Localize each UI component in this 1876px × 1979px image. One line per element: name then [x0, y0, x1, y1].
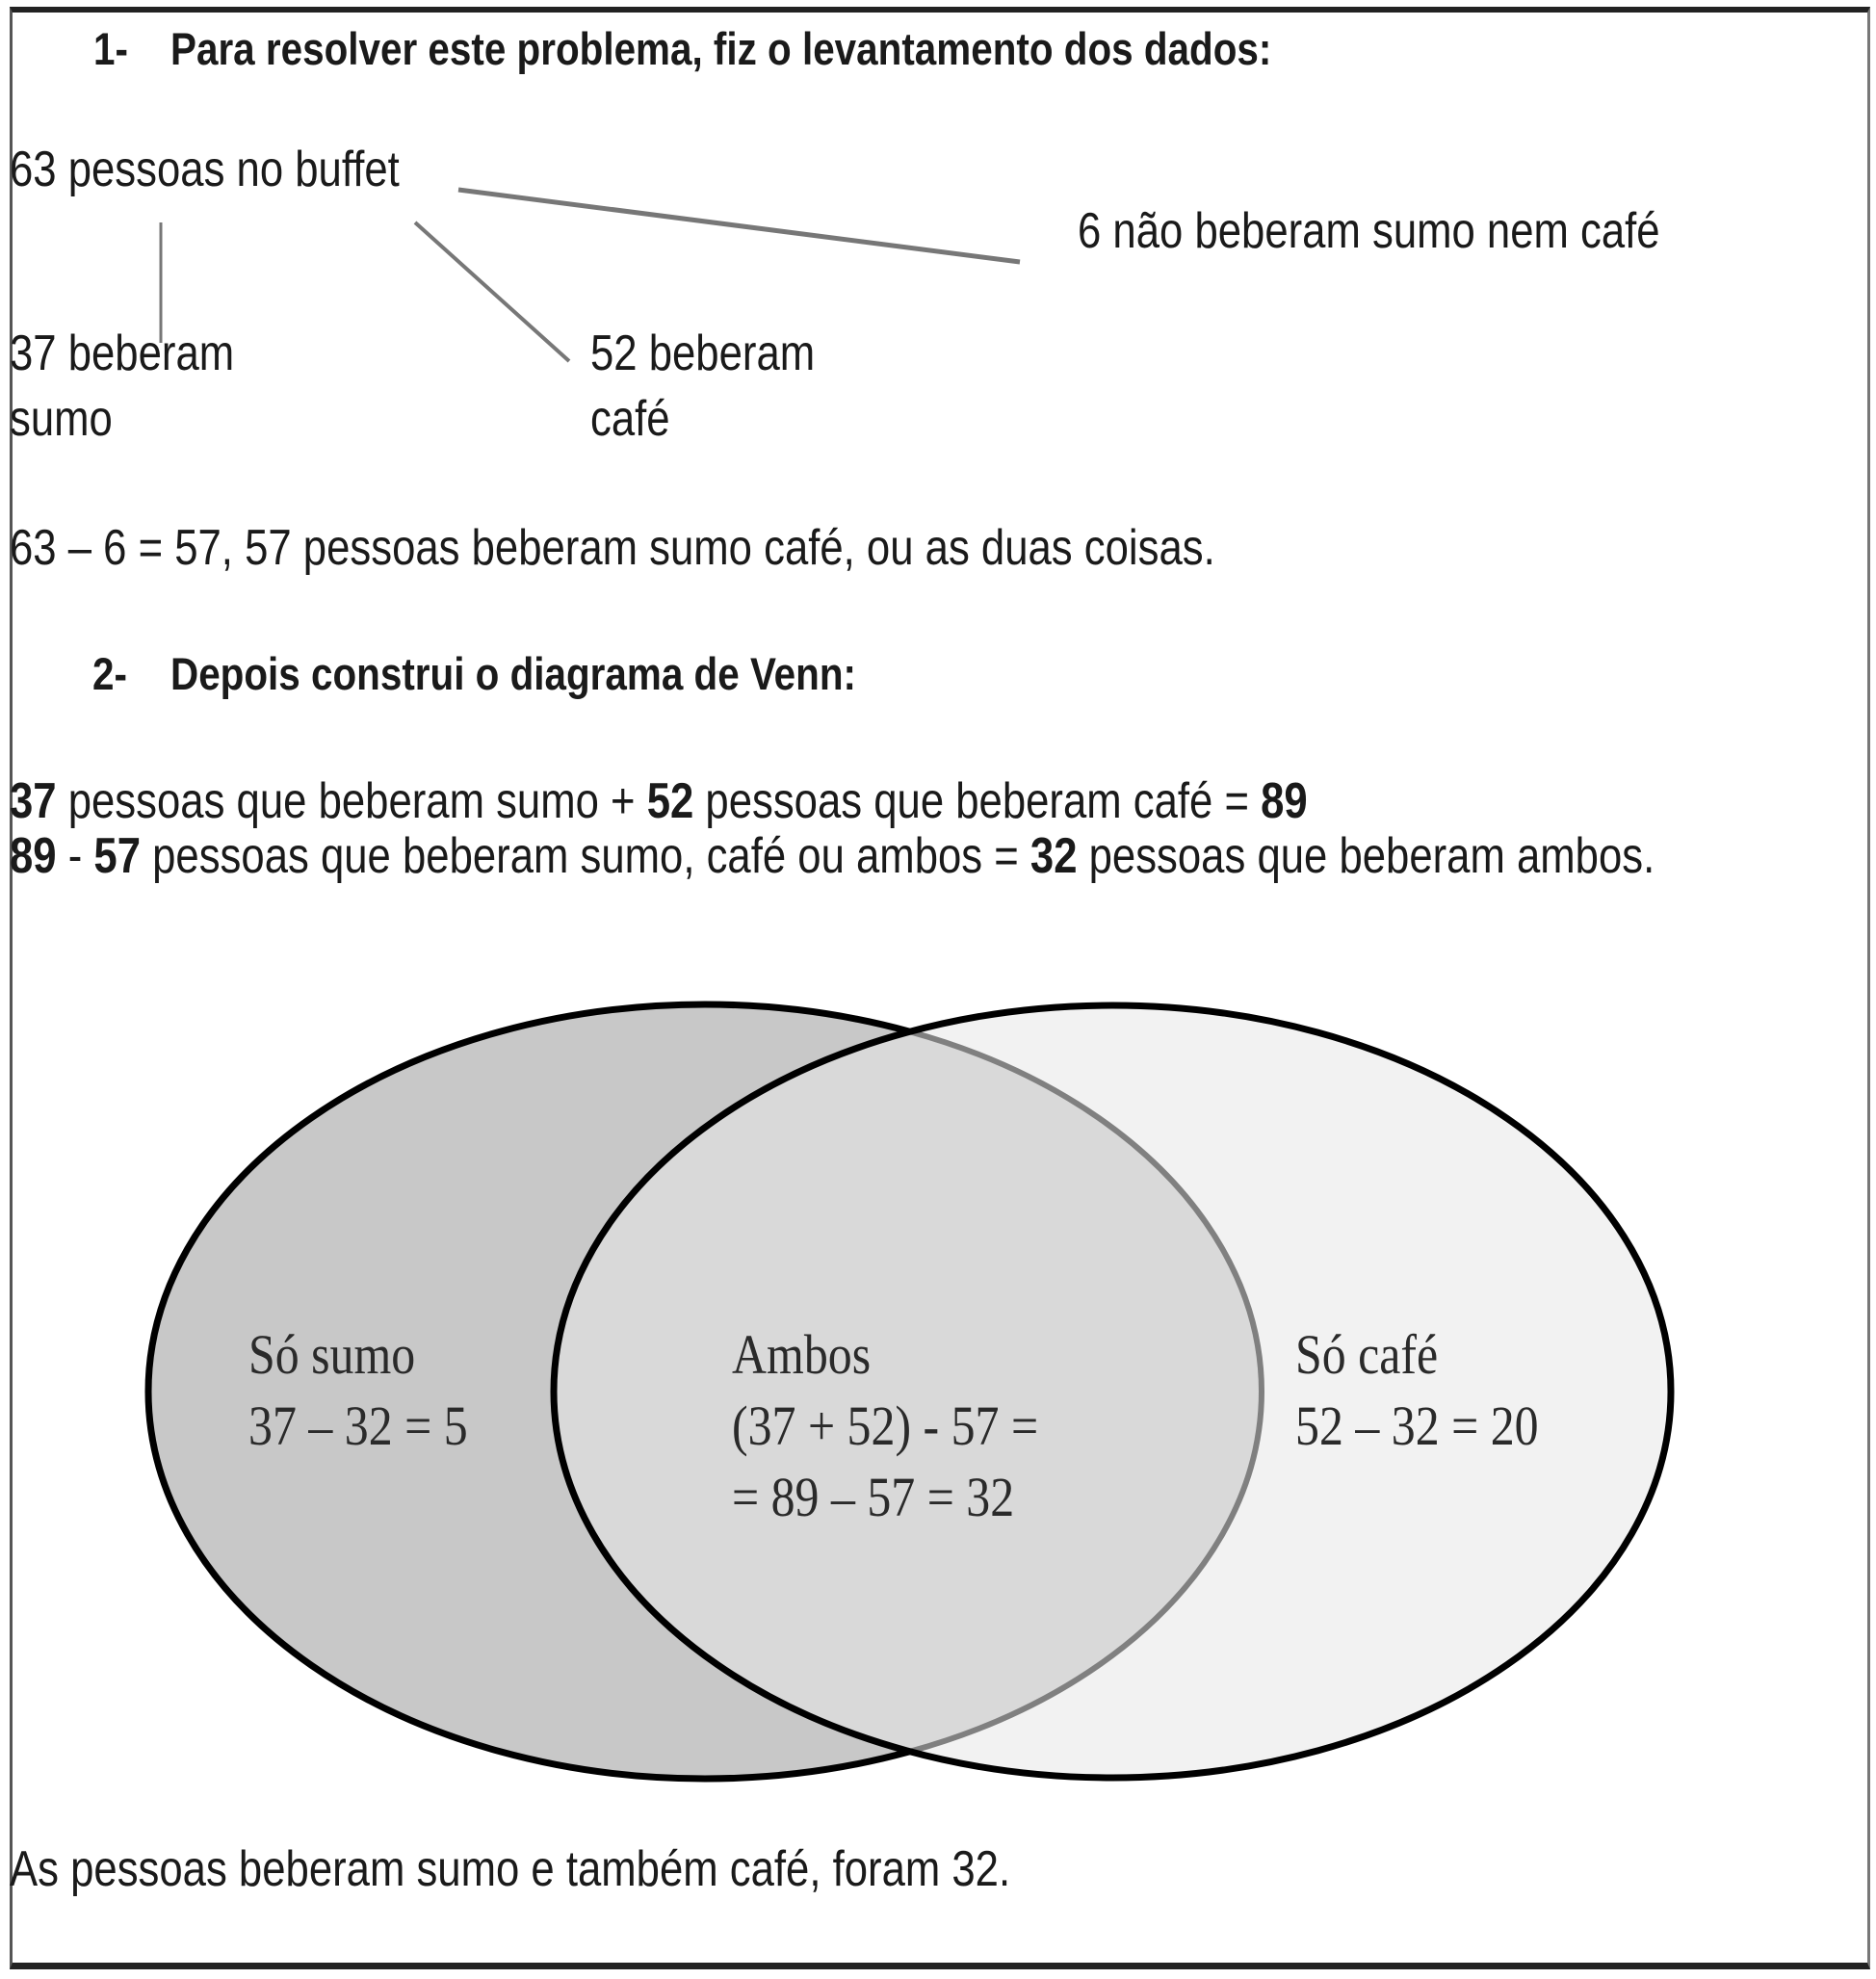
difference-line	[10, 828, 1655, 884]
sum-text-2: pessoas que beberam café =	[693, 773, 1262, 829]
sumo-count-label-line2: sumo	[10, 391, 113, 447]
only-cafe-calc: 52 – 32 = 20	[1295, 1394, 1539, 1457]
difference-text-2: pessoas que beberam ambos.	[1077, 828, 1655, 884]
section-2-heading: Depois construi o diagrama de Venn:	[170, 648, 856, 699]
conclusion-text: As pessoas beberam sumo e também café, foram 32.	[10, 1841, 1011, 1897]
sumo-count: 37	[10, 773, 57, 829]
cafe-count-label-line1: 52 beberam	[590, 325, 816, 381]
cafe-count: 52	[646, 773, 694, 829]
neither-label: 6 não beberam sumo nem café	[1078, 203, 1660, 259]
venn-both	[732, 1319, 1038, 1533]
both-label: Ambos	[732, 1323, 872, 1386]
only-cafe-label: Só café	[1295, 1323, 1439, 1386]
sum-total: 89	[1261, 773, 1308, 829]
subtraction-calc: 63 – 6 = 57, 57 pessoas beberam sumo café, ou as duas coisas.	[10, 520, 1215, 576]
union-count: 57	[93, 828, 142, 884]
difference-text-1: pessoas que beberam sumo, café ou ambos =	[141, 828, 1030, 884]
sum-total-ref: 89	[10, 828, 57, 884]
connector-line-neither	[458, 190, 1020, 262]
connector-line-cafe	[415, 222, 569, 361]
cafe-count-label-line2: café	[590, 391, 670, 447]
total-people-label: 63 pessoas no buffet	[10, 142, 400, 197]
venn-only-cafe	[1295, 1319, 1539, 1462]
minus-sign: -	[56, 828, 94, 884]
both-calc-2: = 89 – 57 = 32	[732, 1466, 1015, 1528]
only-sumo-label: Só sumo	[248, 1323, 416, 1386]
section-1-heading: Para resolver este problema, fiz o levantamento dos dados:	[170, 23, 1272, 74]
section-1-number: 1-	[93, 23, 128, 74]
only-sumo-calc: 37 – 32 = 5	[248, 1394, 468, 1457]
sum-text-1: pessoas que beberam sumo +	[56, 773, 647, 829]
both-calc-1: (37 + 52) - 57 =	[732, 1394, 1039, 1457]
sumo-count-label-line1: 37 beberam	[10, 325, 235, 381]
sum-line	[10, 773, 1308, 829]
venn-only-sumo	[248, 1319, 468, 1462]
section-2-number: 2-	[92, 648, 127, 699]
both-count: 32	[1029, 828, 1078, 884]
